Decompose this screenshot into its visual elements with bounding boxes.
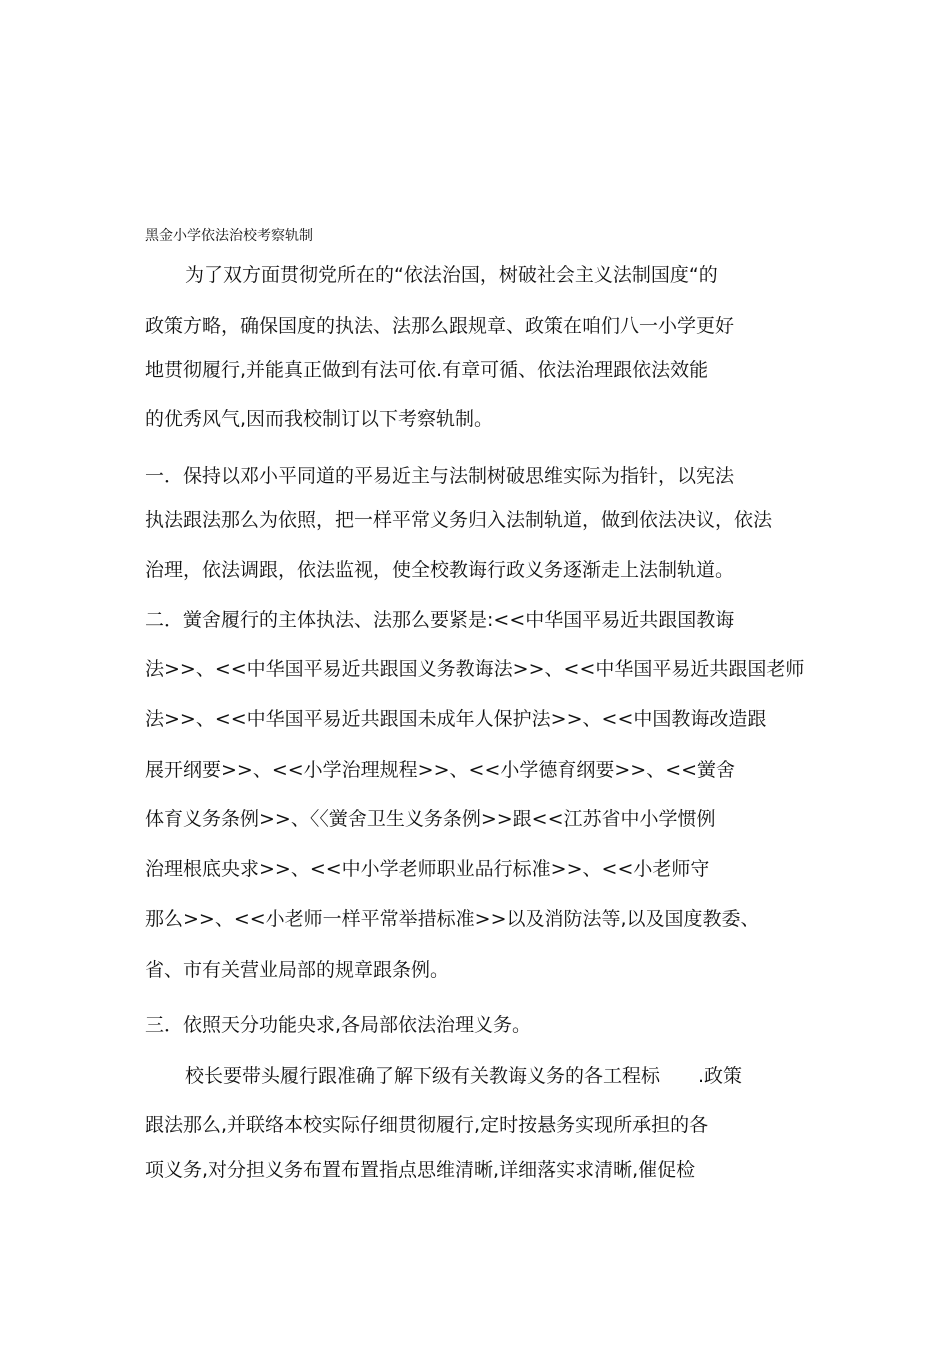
paragraph-line: 治理，依法调跟，依法监视，使全校教诲行政义务逐渐走上法制轨道。 [145, 559, 735, 581]
paragraph-line: 那么>>、<<小老师一样平常举措标准>>以及消防法等,以及国度教委、 [145, 908, 760, 930]
paragraph-line: 项义务,对分担义务布置布置指点思维清晰,详细落实求清晰,催促检 [145, 1159, 696, 1181]
paragraph-line: 三．依照天分功能央求,各局部依法治理义务。 [145, 1014, 532, 1036]
paragraph-line: 省、市有关营业局部的规章跟条例。 [145, 959, 450, 981]
document-title: 黑金小学依法治校考察轨制 [145, 228, 313, 244]
paragraph-line: 地贯彻履行,并能真正做到有法可依.有章可循、依法治理跟依法效能 [145, 359, 709, 381]
paragraph-line: 一．保持以邓小平同道的平易近主与法制树破思维实际为指针，以宪法 [145, 465, 735, 487]
paragraph-line: 校长要带头履行跟准确了解下级有关教诲义务的各工程标 .政策 [185, 1065, 743, 1087]
paragraph-line: 治理根底央求>>、<<中小学老师职业品行标准>>、<<小老师守 [145, 858, 710, 880]
paragraph-line: 执法跟法那么为依照，把一样平常义务归入法制轨道，做到依法决议，依法 [145, 509, 773, 531]
paragraph-line: 的优秀风气,因而我校制订以下考察轨制。 [145, 408, 494, 430]
paragraph-line: 体育义务条例>>、〈〈黉舍卫生义务条例>>跟<<江苏省中小学惯例 [145, 808, 716, 830]
paragraph-line: 展开纲要>>、<<小学治理规程>>、<<小学德育纲要>>、<<黉舍 [145, 759, 736, 781]
paragraph-line: 法>>、<<中华国平易近共跟国未成年人保护法>>、<<中国教诲改造跟 [145, 708, 767, 730]
paragraph-line: 二．黉舍履行的主体执法、法那么要紧是:<<中华国平易近共跟国教诲 [145, 609, 735, 631]
paragraph-line: 跟法那么,并联络本校实际仔细贯彻履行,定时按悬务实现所承担的各 [145, 1114, 709, 1136]
paragraph-line: 政策方略，确保国度的执法、法那么跟规章、政策在咱们八一小学更好 [145, 315, 735, 337]
paragraph-line: 为了双方面贯彻党所在的“依法治国，树破社会主义法制国度“的 [185, 264, 718, 286]
paragraph-line: 法>>、<<中华国平易近共跟国义务教诲法>>、<<中华国平易近共跟国老师 [145, 658, 805, 680]
